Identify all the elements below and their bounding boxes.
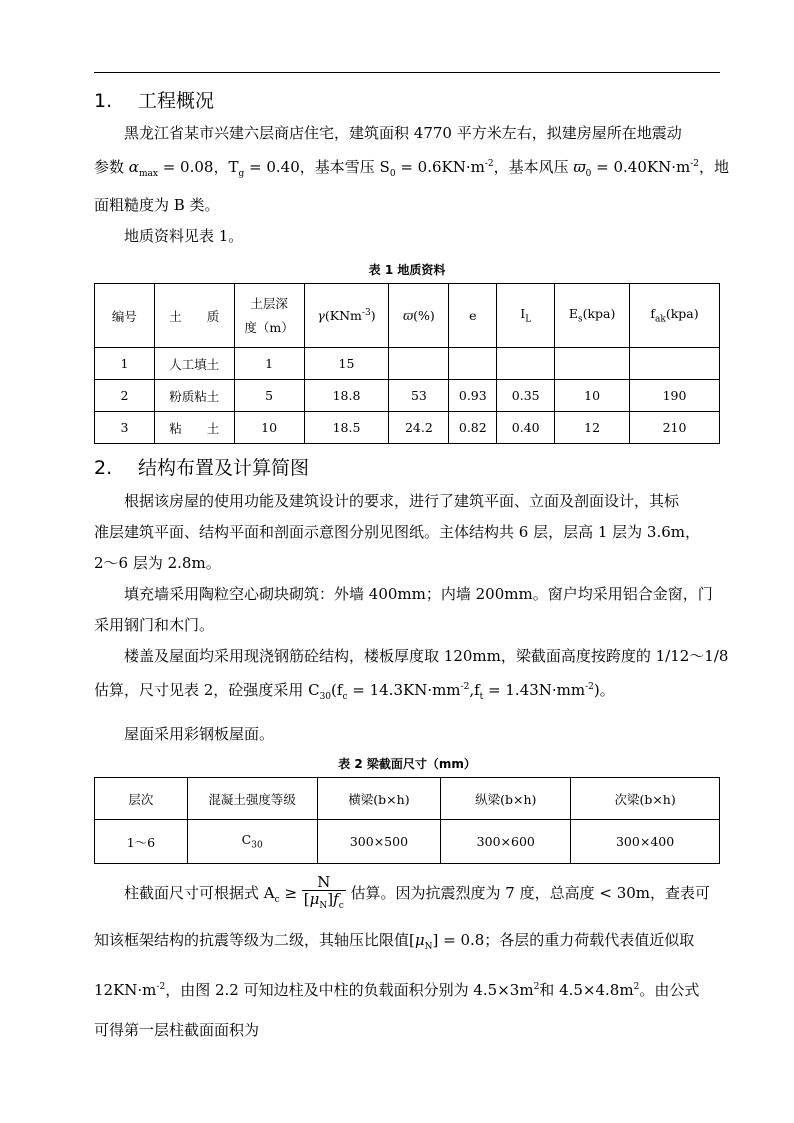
t1-cell: 人工填土	[154, 348, 234, 380]
t2-cell: 1～6	[95, 820, 188, 864]
table-row	[95, 380, 720, 412]
s2-p1-line3: 2～6 层为 2.8m。	[94, 554, 221, 572]
table-1-header-row	[95, 284, 720, 348]
t1-cell: 15	[304, 348, 389, 380]
t1-cell	[449, 348, 497, 380]
table-2	[94, 777, 720, 864]
header-rule	[94, 72, 720, 73]
t2-cell: $C_{30}$	[187, 820, 317, 864]
t1-cell	[389, 348, 449, 380]
t2-cell: 300×500	[317, 820, 441, 864]
t2-header-cell: 混凝土强度等级	[187, 778, 317, 820]
section-1-number: 1.	[94, 90, 113, 112]
t1-cell	[497, 348, 555, 380]
table-1-caption: 表 1 地质资料	[368, 263, 446, 277]
table-1	[94, 283, 720, 444]
s2-p2-line1: 填充墙采用陶粒空心砌块砌筑：外墙 400mm；内墙 200mm。窗户均采用铝合金窗，门	[124, 585, 713, 603]
table-2-header-row	[95, 778, 720, 820]
s2-paragraphs	[94, 486, 729, 750]
t1-cell: 24.2	[389, 412, 449, 444]
t1-cell: 粘 土	[154, 412, 234, 444]
s2-p1-line2: 准层建筑平面、结构平面和剖面示意图分别见图纸。主体结构共 6 层，层高 1 层为 3.6m，	[94, 523, 701, 541]
t1-header-cell: e	[449, 284, 497, 348]
s1-p1-line3: 面粗糙度为 B 类。	[94, 196, 220, 214]
t1-header-cell: 土 质	[154, 284, 234, 348]
t1-cell: 12	[555, 412, 630, 444]
s2-p2-line2: 采用钢门和木门。	[94, 616, 215, 634]
t1-cell: 190	[630, 380, 720, 412]
t2-header-cell: 横梁(b×h)	[317, 778, 441, 820]
t1-header-cell: γ(KNm$^{-3}$)	[304, 284, 389, 348]
s2-p1-line1: 根据该房屋的使用功能及建筑设计的要求，进行了建筑平面、立面及剖面设计，其标	[124, 492, 680, 510]
t1-cell: 53	[389, 380, 449, 412]
t1-cell: 1	[234, 348, 304, 380]
s1-p1-line1: 黑龙江省某市兴建六层商店住宅，建筑面积 4770 平方米左右，拟建房屋所在地震动	[124, 124, 682, 142]
t1-cell: 1	[95, 348, 155, 380]
formula-fraction: $\frac{N}{[\mu_N]f_c}$	[303, 873, 344, 911]
t1-header-cell: ϖ(%)	[389, 284, 449, 348]
section-2-heading	[94, 453, 309, 480]
s2-p3-line2: 估算，尺寸见表 2，砼强度采用 $C_{30}(f_c = 14.3KN\cdot mm^{-2},f_t = 1.43N\cdot mm^{-2})$。	[94, 681, 615, 702]
section-1-title: 工程概况	[138, 90, 215, 112]
t1-cell: 210	[630, 412, 720, 444]
s3-paragraph	[94, 873, 720, 1050]
section-1-heading	[94, 86, 214, 113]
s1-p2: 地质资料见表 1。	[124, 227, 244, 245]
s3-line4: 可得第一层柱截面面积为	[94, 1021, 260, 1039]
t1-cell	[555, 348, 630, 380]
t1-cell: 0.40	[497, 412, 555, 444]
s3-line2: 知该框架结构的抗震等级为二级，其轴压比限值$[\mu_N] = 0.8$；各层的重力荷载代表值近似取	[94, 931, 695, 952]
table-row	[95, 820, 720, 864]
s3-line1: 柱截面尺寸可根据式 $A_c$ ≥ $\frac{N}{[\mu_N]f_c}$ 估算。因为抗震烈度为 7 度，总高度 < 30m，查表可	[124, 873, 720, 920]
section-2-title: 结构布置及计算简图	[138, 457, 310, 479]
s1-paragraph-1	[94, 118, 730, 252]
table-row	[95, 412, 720, 444]
s2-p3-line1: 楼盖及屋面均采用现浇钢筋砼结构，楼板厚度取 120mm，梁截面高度按跨度的 1/12～1/8	[124, 647, 729, 665]
s3-line3: $12KN\cdot m^{-2}$，由图 2.2 可知边柱及中柱的负载面积分别为 $4.5\times 3m^2$和 $4.5\times 4.8m^2$。由公式	[94, 981, 700, 999]
t2-cell: 300×600	[441, 820, 571, 864]
t1-header-cell: $f_{ak}(kpa)$	[630, 284, 720, 348]
t1-cell	[630, 348, 720, 380]
t1-cell: 0.82	[449, 412, 497, 444]
s1-p1-line2: 参数 $\alpha_{max} = 0.08$，$T_g = 0.40$，基本雪压 $S_0 = 0.6KN\cdot m^{-2}$，基本风压 $ϖ_0 = 0.40KN\cdot m^{-2}$，地	[94, 158, 730, 179]
section-2-number: 2.	[94, 457, 113, 479]
table-row	[95, 348, 720, 380]
t1-cell: 18.8	[304, 380, 389, 412]
t2-header-cell: 纵梁(b×h)	[441, 778, 571, 820]
t1-cell: 5	[234, 380, 304, 412]
t1-header-cell: $I_L$	[497, 284, 555, 348]
t2-header-cell: 次梁(b×h)	[571, 778, 720, 820]
t1-cell: 粉质粘土	[154, 380, 234, 412]
t1-header-cell: 编号	[95, 284, 155, 348]
t2-header-cell: 层次	[95, 778, 188, 820]
t1-cell: 0.93	[449, 380, 497, 412]
t1-header-cell: 土层深 度（m）	[234, 284, 304, 348]
t1-cell: 10	[555, 380, 630, 412]
s2-p4: 屋面采用彩钢板屋面。	[124, 725, 275, 743]
table-2-caption: 表 2 梁截面尺寸（mm）	[338, 757, 476, 771]
t1-cell: 10	[234, 412, 304, 444]
t1-cell: 0.35	[497, 380, 555, 412]
t1-cell: 3	[95, 412, 155, 444]
t1-cell: 2	[95, 380, 155, 412]
t1-cell: 18.5	[304, 412, 389, 444]
t2-cell: 300×400	[571, 820, 720, 864]
t1-header-cell: $E_s(kpa)$	[555, 284, 630, 348]
